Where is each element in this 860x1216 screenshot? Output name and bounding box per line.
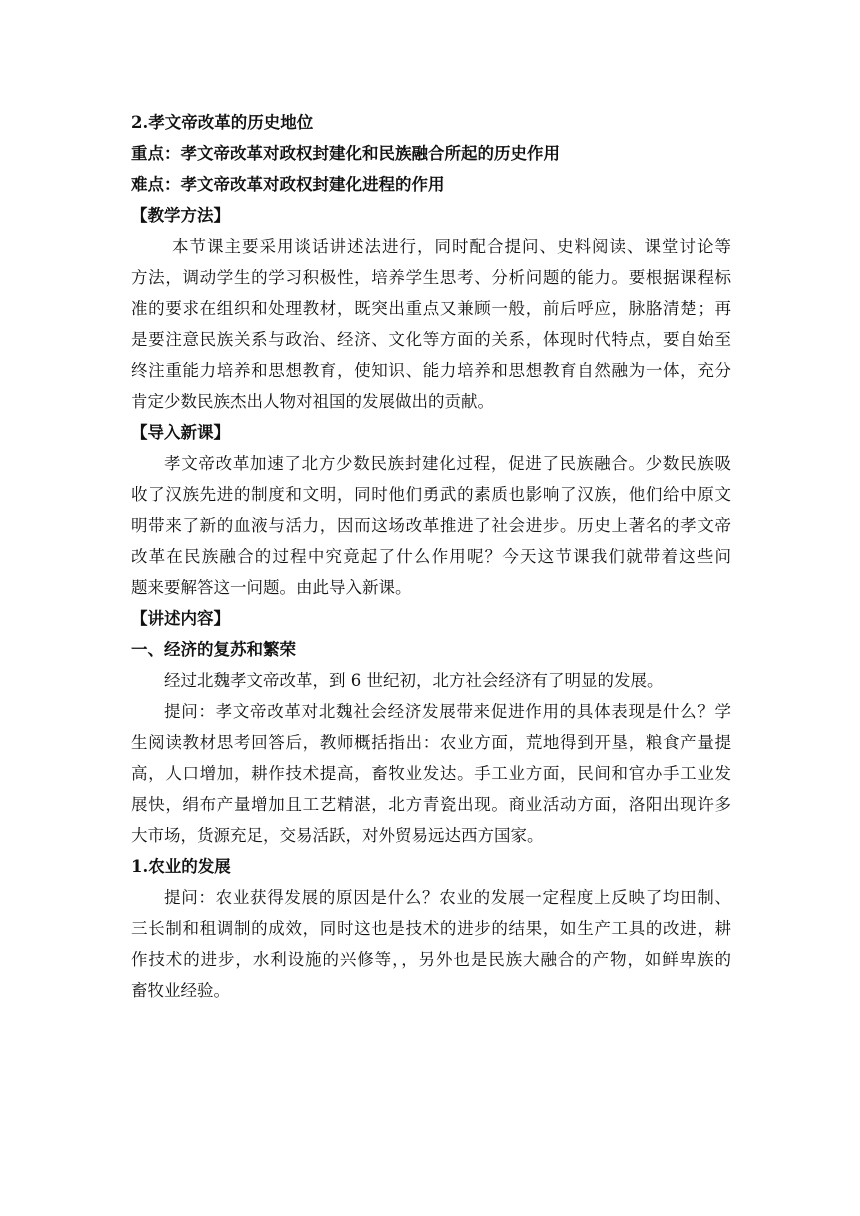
paragraph-line: 提问：农业获得发展的原因是什么？农业的发展一定程度上反映了均田制、 [164, 888, 731, 907]
paragraph-line: 高，人口增加，耕作技术提高，畜牧业发达。手工业方面，民间和官办手工业发 [131, 764, 731, 783]
paragraph-line: 提问：孝文帝改革对北魏社会经济发展带来促进作用的具体表现是什么？学 [164, 702, 731, 721]
paragraph-line: 准的要求在组织和处理教材，既突出重点又兼顾一般，前后呼应，脉胳清楚；再 [131, 299, 731, 318]
paragraph-line: 大市场，货源充足，交易活跃，对外贸易远达西方国家。 [131, 826, 544, 845]
difficult-point: 难点：孝文帝改革对政权封建化进程的作用 [131, 175, 445, 194]
paragraph-line: 生阅读教材思考回答后，教师概括指出：农业方面，荒地得到开垦，粮食产量提 [131, 733, 731, 752]
subsection-1-title: 1.农业的发展 [131, 857, 231, 876]
teaching-methods-paragraph [131, 231, 731, 417]
paragraph-line: 畜牧业经验。 [131, 981, 230, 1000]
paragraph-line: 改革在民族融合的过程中究竟起了什么作用呢？今天这节课我们就带着这些问 [131, 547, 731, 566]
paragraph-line: 是要注意民族关系与政治、经济、文化等方面的关系，体现时代特点，要自始至 [131, 330, 731, 349]
section-1-title: 一、经济的复苏和繁荣 [131, 640, 296, 659]
paragraph-line: 展快，绢布产量增加且工艺精湛，北方青瓷出现。商业活动方面，洛阳出现许多 [131, 795, 731, 814]
section-1-paragraph [131, 696, 731, 851]
paragraph-line: 终注重能力培养和思想教育，使知识、能力培养和思想教育自然融为一体，充分 [131, 361, 731, 380]
intro-paragraph [131, 448, 731, 603]
paragraph-line: 经过北魏孝文帝改革，到 6 世纪初，北方社会经济有了明显的发展。 [164, 671, 664, 690]
subsection-1-paragraph [131, 882, 731, 1006]
paragraph-line: 明带来了新的血液与活力，因而这场改革推进了社会进步。历史上著名的孝文帝 [131, 516, 731, 535]
document-page [131, 107, 731, 1006]
paragraph-line: 方法，调动学生的学习积极性，培养学生思考、分析问题的能力。要根据课程标 [131, 268, 731, 287]
key-point: 重点：孝文帝改革对政权封建化和民族融合所起的历史作用 [131, 144, 560, 163]
paragraph-line: 三长制和租调制的成效，同时这也是技术的进步的结果，如生产工具的改进，耕 [131, 919, 731, 938]
paragraph-line: 肯定少数民族杰出人物对祖国的发展做出的贡献。 [131, 392, 494, 411]
paragraph-line: 孝文帝改革加速了北方少数民族封建化过程，促进了民族融合。少数民族吸 [164, 454, 731, 473]
paragraph-line: 收了汉族先进的制度和文明，同时他们勇武的素质也影响了汉族，他们给中原文 [131, 485, 731, 504]
paragraph-line: 本节课主要采用谈话讲述法进行，同时配合提问、史料阅读、课堂讨论等 [172, 237, 731, 256]
teaching-methods-heading: 【教学方法】 [131, 206, 230, 225]
content-heading: 【讲述内容】 [131, 609, 230, 628]
section-1-intro [131, 665, 731, 696]
intro-heading: 【导入新课】 [131, 423, 230, 442]
paragraph-line: 作技术的进步，水利设施的兴修等，，另外也是民族大融合的产物，如鲜卑族的 [131, 950, 731, 969]
objective-item-2: 2.孝文帝改革的历史地位 [131, 113, 314, 132]
paragraph-line: 题来要解答这一问题。由此导入新课。 [131, 578, 412, 597]
